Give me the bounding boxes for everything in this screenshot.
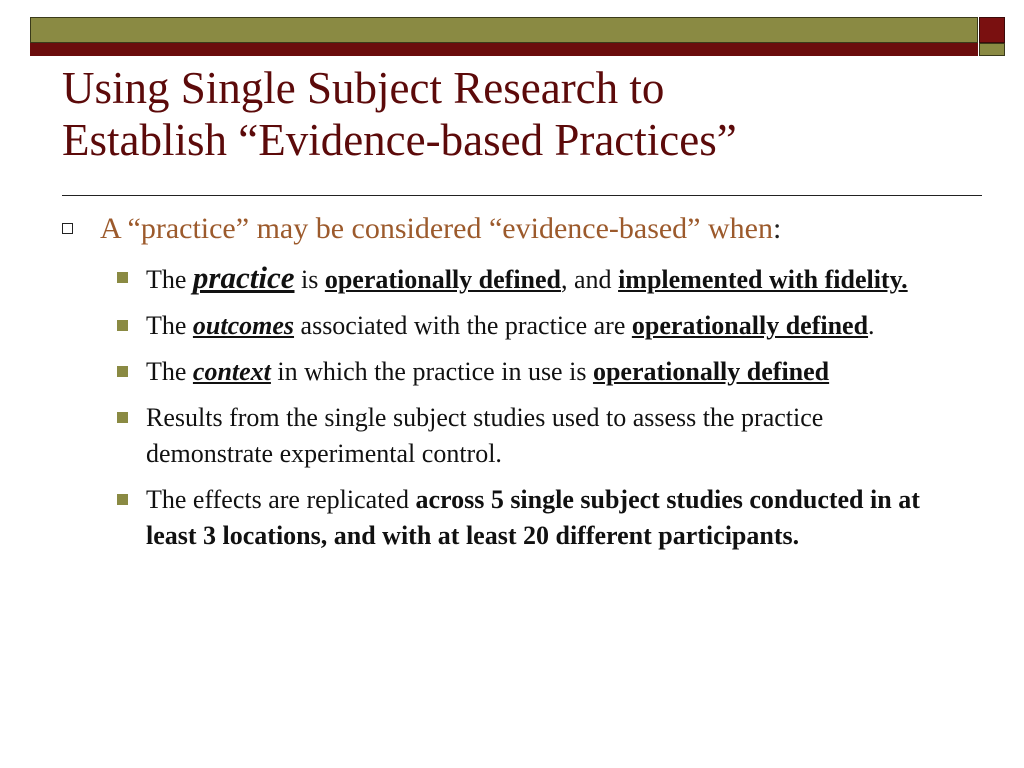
list-item: The context in which the practice in use is operationally defined <box>117 354 937 390</box>
title-divider <box>62 195 982 196</box>
title-line-2: Establish “Evidence-based Practices” <box>62 115 737 165</box>
title-line-1: Using Single Subject Research to <box>62 63 665 113</box>
intro-bullet <box>62 212 982 246</box>
header-bar-olive <box>30 17 978 43</box>
filled-square-bullet-icon <box>117 366 128 377</box>
hollow-square-bullet-icon <box>62 223 73 234</box>
filled-square-bullet-icon <box>117 272 128 283</box>
list-item: Results from the single subject studies used to assess the practice demonstrate experimental control. <box>117 400 937 472</box>
emphasis-practice: practice <box>192 260 295 295</box>
slide-body <box>62 212 982 564</box>
header-bar-maroon <box>30 43 978 56</box>
emphasis-outcomes: outcomes <box>192 311 295 340</box>
filled-square-bullet-icon <box>117 320 128 331</box>
criteria-list <box>117 260 982 554</box>
list-item: The effects are replicated across 5 single subject studies conducted in at least 3 locations, and with at least 20 different participants. <box>117 482 937 554</box>
list-item: The outcomes associated with the practice are operationally defined. <box>117 308 937 344</box>
intro-text: A “practice” may be considered “evidence-based” when: <box>100 212 782 245</box>
slide-title <box>62 62 982 166</box>
filled-square-bullet-icon <box>117 494 128 505</box>
list-item: The practice is operationally defined, and implemented with fidelity. <box>117 260 937 298</box>
corner-square-olive <box>979 43 1005 56</box>
corner-square-maroon <box>979 17 1005 43</box>
emphasis-context: context <box>192 357 271 386</box>
filled-square-bullet-icon <box>117 412 128 423</box>
